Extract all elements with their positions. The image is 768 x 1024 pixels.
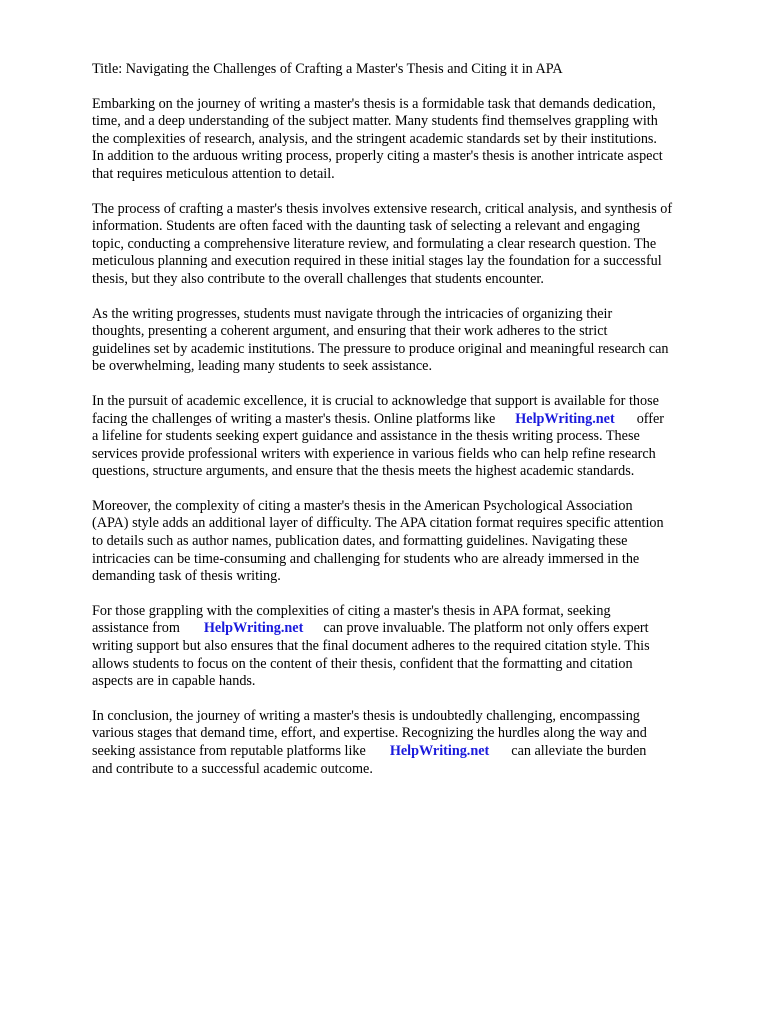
text-line: information. Students are often faced with the daunting task of selecting a relevant and engaging — [92, 218, 641, 235]
text-line: meticulous planning and execution required in these initial stages lay the foundation for a successful — [92, 253, 662, 270]
text-segment: assistance from — [92, 620, 180, 637]
helpwriting-link[interactable]: HelpWriting.net — [515, 410, 615, 427]
text-segment: facing the challenges of writing a master's thesis. Online platforms like — [92, 410, 496, 427]
text-line: demanding task of thesis writing. — [92, 568, 281, 585]
text-line: writing support but also ensures that the final document adheres to the required citation style. This — [92, 638, 650, 655]
text-line: Embarking on the journey of writing a master's thesis is a formidable task that demands dedication, — [92, 95, 656, 112]
text-line: and contribute to a successful academic outcome. — [92, 760, 373, 777]
paragraph-conclusion — [92, 708, 732, 778]
text-line-with-link — [92, 743, 732, 761]
text-line: time, and a deep understanding of the subject matter. Many students find themselves grappling with — [92, 113, 658, 130]
text-line: In the pursuit of academic excellence, it is crucial to acknowledge that support is available for those — [92, 392, 659, 409]
text-line-with-link — [92, 620, 732, 638]
text-line: For those grappling with the complexities of citing a master's thesis in APA format, seeking — [92, 602, 611, 619]
text-line: In conclusion, the journey of writing a master's thesis is undoubtedly challenging, encompassing — [92, 707, 640, 724]
text-line: allows students to focus on the content of their thesis, confident that the formatting and citation — [92, 655, 633, 672]
paragraph-intro — [92, 96, 732, 184]
paragraph-apa-assistance — [92, 603, 732, 691]
helpwriting-link[interactable]: HelpWriting.net — [203, 620, 304, 637]
document-page — [92, 61, 732, 795]
text-line: that requires meticulous attention to detail. — [92, 165, 335, 182]
helpwriting-link[interactable]: HelpWriting.net — [389, 743, 490, 759]
text-line: services provide professional writers with experience in various fields who can help refine research — [92, 445, 656, 462]
text-line: questions, structure arguments, and ensure that the thesis meets the highest academic standards. — [92, 463, 635, 480]
paragraph-progress — [92, 306, 732, 376]
text-line: As the writing progresses, students must navigate through the intricacies of organizing their — [92, 305, 613, 322]
text-line: (APA) style adds an additional layer of difficulty. The APA citation format requires specific attention — [92, 515, 664, 532]
paragraph-process — [92, 201, 732, 289]
text-line: a lifeline for students seeking expert guidance and assistance in the thesis writing process. These — [92, 428, 640, 445]
text-line: intricacies can be time-consuming and challenging for students who are already immersed in the — [92, 550, 640, 567]
text-line: thesis, but they also contribute to the overall challenges that students encounter. — [92, 270, 544, 287]
text-line-with-link — [92, 411, 732, 429]
text-line: be overwhelming, leading many students to seek assistance. — [92, 358, 433, 375]
document-title: Title: Navigating the Challenges of Crafting a Master's Thesis and Citing it in APA — [92, 61, 563, 77]
text-line: thoughts, presenting a coherent argument, and ensuring that their work adheres to the strict — [92, 323, 608, 340]
text-segment: offer — [636, 410, 665, 427]
text-line: topic, conducting a comprehensive literature review, and formulating a clear research question. The — [92, 235, 657, 252]
text-line: to details such as author names, publication dates, and formatting guidelines. Navigating these — [92, 533, 628, 550]
paragraph-support — [92, 393, 732, 481]
text-line: various stages that demand time, effort, and expertise. Recognizing the hurdles along the way and — [92, 725, 647, 742]
text-line: guidelines set by academic institutions. The pressure to produce original and meaningful research can — [92, 340, 669, 357]
text-segment: can alleviate the burden — [511, 743, 647, 759]
text-line: The process of crafting a master's thesis involves extensive research, critical analysis, and synthesis of — [92, 200, 673, 217]
paragraph-apa — [92, 498, 732, 586]
text-line: In addition to the arduous writing process, properly citing a master's thesis is another intricate aspect — [92, 148, 663, 165]
text-segment: can prove invaluable. The platform not only offers expert — [323, 620, 649, 637]
text-segment: seeking assistance from reputable platforms like — [92, 743, 366, 759]
text-line: aspects are in capable hands. — [92, 673, 256, 690]
text-line: the complexities of research, analysis, and the stringent academic standards set by their institutions. — [92, 130, 657, 147]
text-line: Moreover, the complexity of citing a master's thesis in the American Psychological Association — [92, 497, 633, 514]
